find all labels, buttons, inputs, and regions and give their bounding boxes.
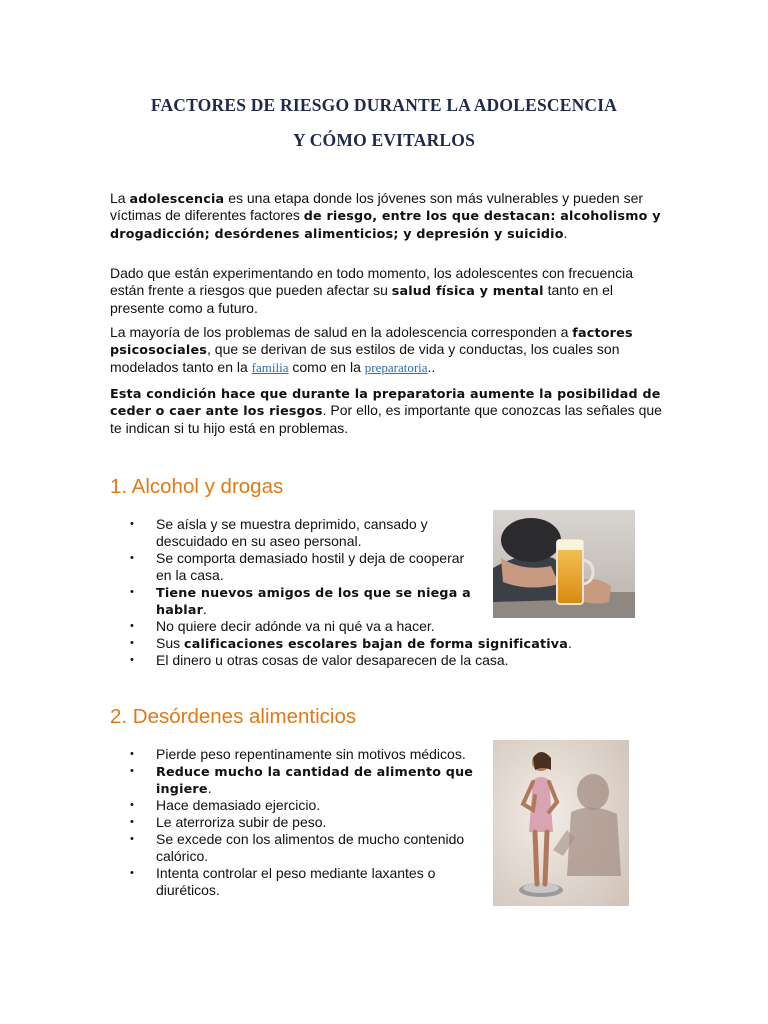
text: .. xyxy=(427,358,436,375)
text: . xyxy=(563,224,568,241)
page-subtitle: Y CÓMO EVITARLOS xyxy=(292,130,476,150)
item-text: Se aísla y se muestra deprimido, cansado y descuidado en su aseo personal. xyxy=(156,516,428,549)
alcohol-signs-list xyxy=(110,516,572,669)
item-text: Intenta controlar el peso mediante laxantes o diuréticos. xyxy=(156,865,436,898)
list-item xyxy=(110,763,480,797)
section-heading-alcohol: 1. Alcohol y drogas xyxy=(110,475,284,498)
text: como en la xyxy=(288,358,365,375)
item-text: Se excede con los alimentos de mucho contenido calórico. xyxy=(156,831,465,864)
page-title: FACTORES DE RIESGO DURANTE LA ADOLESCENCIA xyxy=(150,95,618,115)
text: tanto en el presente como a futuro. xyxy=(110,282,614,316)
bold-text: de riesgo, entre los que destacan: alcoholismo y drogadicción; desórdenes alimenticios; y depresión y suicidio xyxy=(110,208,661,241)
text: Dado que están experimentando en todo momento, los adolescentes con frecuencia están frente a riesgos que pueden afectar su xyxy=(110,265,634,299)
list-item xyxy=(110,652,716,669)
intro-paragraph-1 xyxy=(110,190,662,242)
list-item xyxy=(110,746,480,763)
item-bold: Tiene nuevos amigos de los que se niega a hablar xyxy=(156,585,471,617)
section-heading-eating-disorders: 2. Desórdenes alimenticios xyxy=(110,705,357,728)
preparatoria-link[interactable]: preparatoria xyxy=(364,359,428,375)
eating-signs-list xyxy=(110,746,480,899)
list-item xyxy=(110,635,716,652)
text: , que se derivan de sus estilos de vida y conductas, los cuales son modelados tanto en la xyxy=(110,341,620,375)
bold-text: salud física y mental xyxy=(391,283,544,299)
bold-text: Esta condición hace que durante la preparatoria aumente la posibilidad de ceder o caer ante los riesgos xyxy=(110,386,661,419)
alcohol-photo xyxy=(493,510,635,618)
item-text: Pierde peso repentinamente sin motivos médicos. xyxy=(156,746,466,762)
item-bold: calificaciones escolares bajan de forma significativa xyxy=(184,636,569,651)
text: La xyxy=(110,190,130,206)
item-text: No quiere decir adónde va ni qué va a hacer. xyxy=(156,618,435,634)
item-text: . xyxy=(203,601,207,617)
list-item xyxy=(110,831,480,865)
text: . Por ello, es importante que conozcas las señales que te indican si tu hijo está en problemas. xyxy=(110,402,662,436)
item-pre: Sus xyxy=(156,635,185,651)
list-item xyxy=(110,516,480,550)
intro-paragraph-2 xyxy=(110,265,662,317)
familia-link[interactable]: familia xyxy=(251,359,289,375)
intro-paragraph-4 xyxy=(110,385,662,437)
intro-paragraph-3 xyxy=(110,324,662,376)
list-item xyxy=(110,865,480,899)
list-item xyxy=(110,550,480,584)
text: La mayoría de los problemas de salud en la adolescencia corresponden a xyxy=(110,324,573,340)
item-text: El dinero u otras cosas de valor desaparecen de la casa. xyxy=(156,652,509,668)
item-text: Se comporta demasiado hostil y deja de cooperar en la casa. xyxy=(156,550,465,583)
item-text: Le aterroriza subir de peso. xyxy=(156,814,327,830)
list-item xyxy=(110,618,480,635)
bold-text: adolescencia xyxy=(129,191,225,206)
list-item xyxy=(110,814,480,831)
item-text: Hace demasiado ejercicio. xyxy=(156,797,321,813)
item-bold: Reduce mucho la cantidad de alimento que ingiere xyxy=(156,764,474,796)
text: es una etapa donde los jóvenes son más vulnerables y pueden ser víctimas de diferentes factores xyxy=(110,190,644,224)
list-item xyxy=(110,797,480,814)
item-text: . xyxy=(207,780,212,796)
scale-photo xyxy=(493,740,629,906)
bold-text: factores psicosociales xyxy=(110,325,633,358)
item-text: . xyxy=(568,635,572,651)
list-item xyxy=(110,584,480,618)
